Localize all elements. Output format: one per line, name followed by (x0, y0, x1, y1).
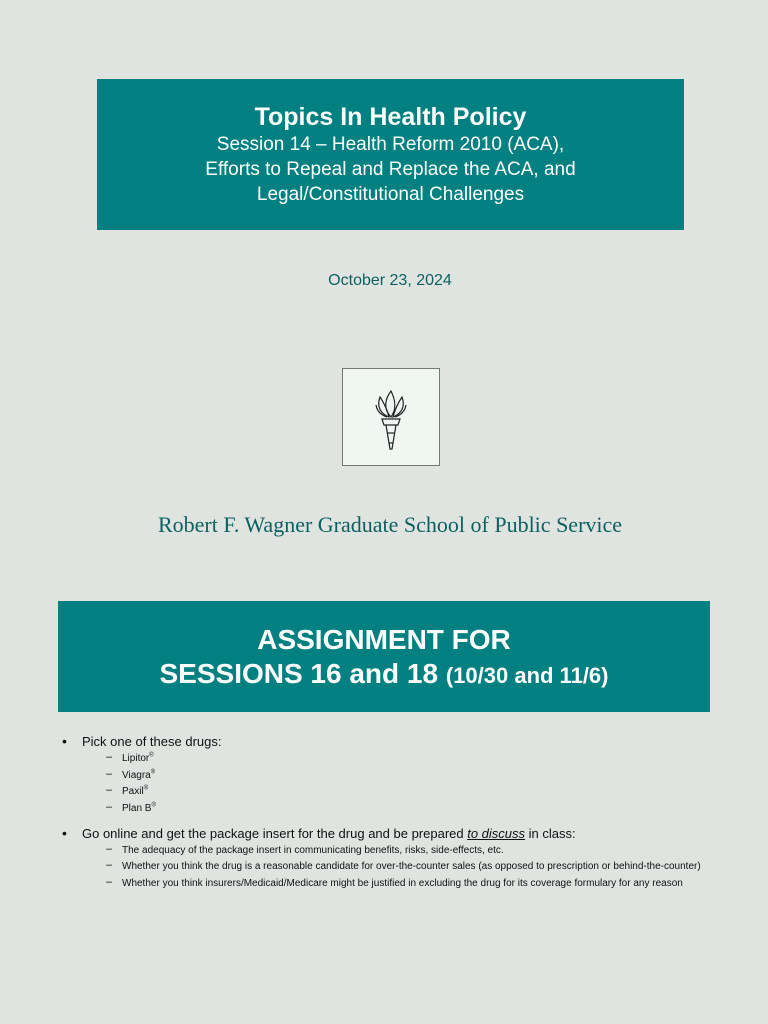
session-line-2: Efforts to Repeal and Replace the ACA, and (205, 159, 576, 180)
torch-icon (343, 369, 439, 465)
assignment-sessions (58, 657, 710, 693)
registered-mark: ® (149, 752, 154, 759)
bullet-text: Pick one of these drugs: (82, 734, 222, 749)
discussion-item: – Whether you think the drug is a reasonable candidate for over-the-counter sales (as opposed to prescription or behind-the-counter) (106, 859, 701, 872)
emphasis-text: to discuss (467, 825, 526, 841)
drug-name: Lipitor (122, 753, 150, 764)
school-name: Robert F. Wagner Graduate School of Public Service (157, 512, 623, 537)
discussion-text: Whether you think the drug is a reasonable candidate for over-the-counter sales (as opposed to prescription or behind-the-counter) (122, 861, 701, 872)
discussion-text: The adequacy of the package insert in communicating benefits, risks, side-effects, etc. (122, 844, 504, 856)
drug-list (82, 752, 752, 815)
drug-item: – Paxil® (106, 784, 149, 797)
discussion-item: – Whether you think insurers/Medicaid/Medicare might be justified in excluding the drug for its coverage formulary for any reason (106, 875, 683, 889)
drug-item: – Plan B® (106, 800, 156, 814)
registered-mark: ® (143, 785, 149, 792)
assignment-content (62, 733, 752, 893)
title-banner (97, 79, 684, 230)
drug-item: – Viagra® (106, 767, 156, 781)
drug-item: – Lipitor® (106, 751, 154, 764)
drug-name: Plan B (122, 802, 152, 814)
discussion-text: Whether you think insurers/Medicaid/Medicare might be justified in excluding the drug for its coverage formulary for any reason (122, 877, 683, 889)
bullet-text: Go online and get the package insert for the drug and be prepared (82, 825, 468, 841)
session-line-3: Legal/Constitutional Challenges (256, 184, 525, 205)
registered-mark: ® (150, 769, 156, 776)
bullet-go-online (62, 825, 752, 890)
assignment-banner (58, 601, 710, 712)
assignment-heading: ASSIGNMENT FOR (257, 624, 511, 655)
discussion-points (82, 844, 752, 890)
drug-name: Paxil (122, 786, 144, 797)
session-line-1: Session 14 – Health Reform 2010 (ACA), (216, 134, 565, 155)
logo (342, 368, 440, 466)
discussion-item: – The adequacy of the package insert in communicating benefits, risks, side-effects, etc. (106, 842, 504, 856)
bullet-dot: • (62, 733, 67, 749)
bullet-pick-drug (62, 733, 752, 815)
drug-name: Viagra (122, 769, 151, 781)
bullet-dot: • (62, 824, 67, 841)
bullet-text-end: in class: (525, 825, 576, 841)
slide-title: Topics In Health Policy (254, 103, 527, 131)
registered-mark: ® (151, 802, 156, 809)
session-dates: (10/30 and 11/6) (445, 663, 609, 688)
sessions-text: SESSIONS 16 and 18 (159, 658, 439, 689)
date: October 23, 2024 (328, 272, 452, 289)
